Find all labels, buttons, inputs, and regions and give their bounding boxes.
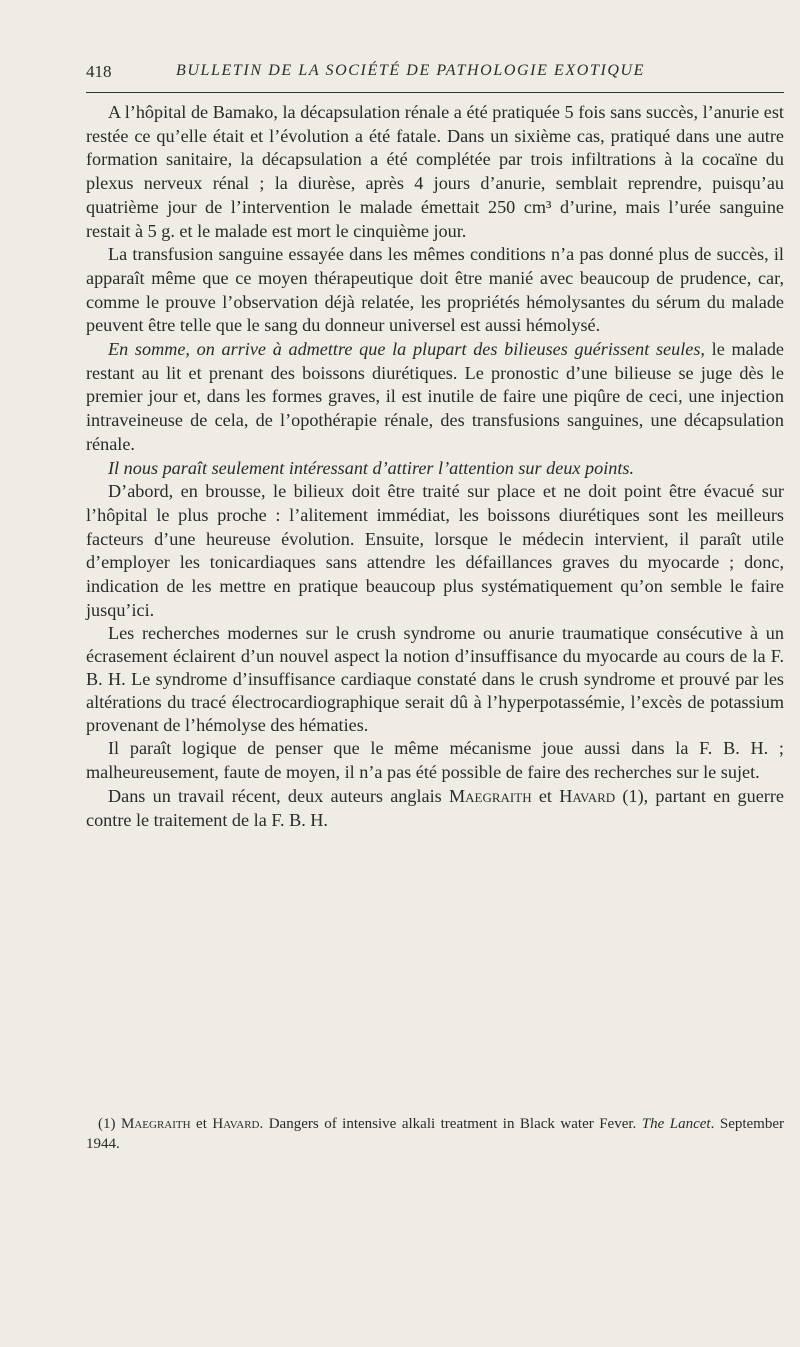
page-number: 418 <box>86 62 112 81</box>
footnote-author-1: Maegraith <box>121 1116 191 1132</box>
paragraph-3-italic: En somme, on arrive à admettre que la plupart des bilieuses guérissent seules, <box>108 339 705 360</box>
paragraph-1: A l’hôpital de Bamako, la décapsulation rénale a été pratiquée 5 fois sans succès, l’anurie est restée ce qu’elle était et l’évolution a été fatale. Dans un sixième cas, pratiqué dans une autre formation sanitaire, la décapsulation a été complétée par trois infiltrations à la cocaïne du plexus nerveux rénal ; la diurèse, après 4 jours d’anurie, semblait reprendre, puisqu’au quatrième jour de l’intervention le malade émettait 250 cm³ d’urine, mais l’urée sanguine restait à 5 g. et le malade est mort le cinquième jour. <box>86 102 784 241</box>
footnote-title: . Dangers of intensive alkali treatment in Black water Fever. <box>259 1116 642 1132</box>
footnote-journal: The Lancet <box>641 1116 711 1132</box>
paragraph-5: D’abord, en brousse, le bilieux doit être traité sur place et ne doit point être évacué sur l’hôpital le plus proche : l’alitement immédiat, les boissons diurétiques sont les meilleurs facteurs d’une heureuse évolution. Ensuite, lorsque le médecin intervient, il paraît utile d’employer les tonicardiaques sans attendre les défaillances graves du myocarde ; donc, indication de les mettre en pratique beaucoup plus systématiquement qu’on semble le faire jusqu’ici. <box>86 481 784 620</box>
body-text <box>86 101 784 832</box>
footnote-date: . September 1944. <box>86 1116 784 1152</box>
paragraph-6: Les recherches modernes sur le crush syndrome ou anurie traumatique consécutive à un écrasement éclairent d’un nouvel aspect la notion d’insuffisance du myocarde au cours de la F. B. H. Le syndrome d’insuffisance cardiaque constaté dans le crush syndrome et prouvé par les altérations du tracé électrocardiographique serait dû à l’hyperpotassémie, l’excès de potassium provenant de l’hémolyse des hématies. <box>86 623 784 736</box>
page-header <box>86 62 784 93</box>
paragraph-7: Il paraît logique de penser que le même mécanisme joue aussi dans la F. B. H. ; malheureusement, faute de moyen, il n’a pas été possible de faire des recherches sur le sujet. <box>86 738 784 783</box>
paragraph-8-text-a: Dans un travail récent, deux auteurs anglais <box>108 785 449 806</box>
footnote <box>86 1114 784 1154</box>
paragraph-3-rest: le malade restant au lit et prenant des boissons diurétiques. Le pronostic d’une bilieuse se juge dès le premier jour et, dans les formes graves, il est inutile de faire une piqûre de ceci, une injection intraveineuse de cela, de l’opothérapie rénale, des transfusions sanguines, une décapsulation rénale. <box>86 339 785 454</box>
footnote-author-2: Havard <box>212 1116 260 1132</box>
paragraph-4: Il nous paraît seulement intéressant d’attirer l’attention sur deux points. <box>108 457 635 478</box>
paragraph-3 <box>86 338 784 457</box>
footnote-and: et <box>190 1116 213 1132</box>
paragraph-8-text-c: (1), partant en guerre contre le traitement de la F. B. H. <box>86 785 784 830</box>
author-maegraith: Maegraith <box>448 785 532 806</box>
paragraph-2: La transfusion sanguine essayée dans les mêmes conditions n’a pas donné plus de succès, il apparaît même que ce moyen thérapeutique doit être manié avec beaucoup de prudence, car, comme le prouve l’observation déjà relatée, les propriétés hémolysantes du sérum du malade peuvent être telle que le sang du donneur universel est aussi hémolysé. <box>86 244 784 336</box>
paragraph-8-text-b: et <box>531 785 560 806</box>
footnote-text <box>86 1114 784 1154</box>
footnote-marker: (1) <box>98 1116 116 1132</box>
running-title: BULLETIN DE LA SOCIÉTÉ DE PATHOLOGIE EXOTIQUE <box>176 62 646 79</box>
paragraph-8 <box>86 785 784 832</box>
author-havard: Havard <box>559 785 616 806</box>
